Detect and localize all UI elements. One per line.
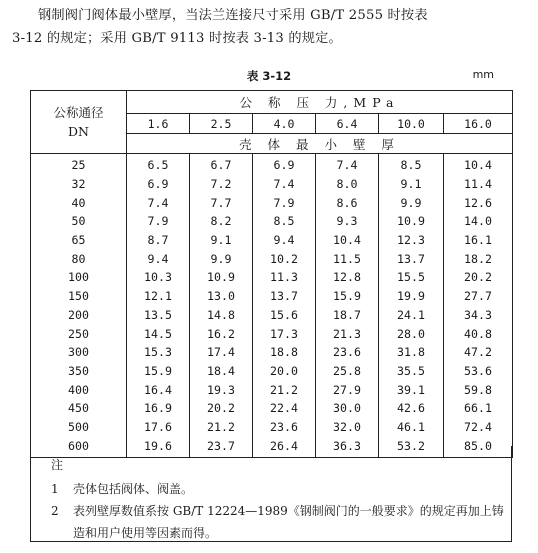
thickness-cell: 19.6 bbox=[127, 436, 190, 457]
thickness-cell: 42.6 bbox=[379, 399, 444, 418]
pressure-column-header: 2.5 bbox=[190, 114, 253, 134]
thickness-cell: 15.5 bbox=[379, 268, 444, 287]
dn-cell: 50 bbox=[31, 212, 127, 231]
thickness-cell: 15.9 bbox=[316, 287, 379, 306]
thickness-cell: 14.0 bbox=[444, 212, 513, 231]
thickness-cell: 85.0 bbox=[444, 436, 513, 457]
thickness-cell: 7.9 bbox=[253, 193, 316, 212]
thickness-cell: 21.2 bbox=[190, 418, 253, 437]
table-row bbox=[31, 175, 513, 194]
note-number: 2 bbox=[51, 504, 59, 518]
thickness-cell: 8.5 bbox=[379, 154, 444, 175]
thickness-cell: 6.5 bbox=[127, 154, 190, 175]
thickness-cell: 25.8 bbox=[316, 362, 379, 381]
pressure-column-header: 4.0 bbox=[253, 114, 316, 134]
thickness-cell: 10.2 bbox=[253, 249, 316, 268]
dn-header-line2: DN bbox=[68, 124, 89, 139]
thickness-cell: 14.8 bbox=[190, 306, 253, 325]
intro-paragraph bbox=[12, 4, 530, 50]
thickness-cell: 12.1 bbox=[127, 287, 190, 306]
thickness-cell: 13.7 bbox=[253, 287, 316, 306]
thickness-cell: 8.0 bbox=[316, 175, 379, 194]
thickness-cell: 19.9 bbox=[379, 287, 444, 306]
dn-cell: 150 bbox=[31, 287, 127, 306]
thickness-cell: 9.4 bbox=[253, 231, 316, 250]
thickness-cell: 31.8 bbox=[379, 343, 444, 362]
thickness-cell: 7.7 bbox=[190, 193, 253, 212]
thickness-cell: 59.8 bbox=[444, 380, 513, 399]
pressure-column-header: 1.6 bbox=[127, 114, 190, 134]
dn-cell: 350 bbox=[31, 362, 127, 381]
thickness-cell: 27.7 bbox=[444, 287, 513, 306]
thickness-cell: 17.3 bbox=[253, 324, 316, 343]
thickness-cell: 21.3 bbox=[316, 324, 379, 343]
thickness-cell: 13.5 bbox=[127, 306, 190, 325]
thickness-cell: 12.6 bbox=[444, 193, 513, 212]
thickness-cell: 47.2 bbox=[444, 343, 513, 362]
thickness-cell: 23.7 bbox=[190, 436, 253, 457]
thickness-cell: 16.4 bbox=[127, 380, 190, 399]
pressure-column-header: 10.0 bbox=[379, 114, 444, 134]
dn-cell: 32 bbox=[31, 175, 127, 194]
thickness-cell: 34.3 bbox=[444, 306, 513, 325]
thickness-cell: 11.4 bbox=[444, 175, 513, 194]
thickness-cell: 23.6 bbox=[316, 343, 379, 362]
dn-header-line1: 公称通径 bbox=[53, 105, 104, 120]
dn-cell: 500 bbox=[31, 418, 127, 437]
note-text: 壳体包括阀体、阀盖。 bbox=[73, 482, 194, 496]
thickness-cell: 7.2 bbox=[190, 175, 253, 194]
thickness-cell: 15.6 bbox=[253, 306, 316, 325]
thickness-cell: 9.9 bbox=[379, 193, 444, 212]
thickness-cell: 7.4 bbox=[127, 193, 190, 212]
thickness-cell: 8.7 bbox=[127, 231, 190, 250]
thickness-cell: 21.2 bbox=[253, 380, 316, 399]
thickness-cell: 46.1 bbox=[379, 418, 444, 437]
thickness-cell: 11.3 bbox=[253, 268, 316, 287]
table-row bbox=[31, 212, 513, 231]
table-row bbox=[31, 249, 513, 268]
table-row bbox=[31, 193, 513, 212]
intro-line-1: 钢制阀门阀体最小壁厚，当法兰连接尺寸采用 GB/T 2555 时按表 bbox=[38, 8, 428, 23]
thickness-cell: 30.0 bbox=[316, 399, 379, 418]
thickness-cell: 39.1 bbox=[379, 380, 444, 399]
thickness-cell: 18.4 bbox=[190, 362, 253, 381]
thickness-cell: 10.4 bbox=[316, 231, 379, 250]
thickness-cell: 20.2 bbox=[190, 399, 253, 418]
thickness-cell: 53.2 bbox=[379, 436, 444, 457]
thickness-cell: 17.4 bbox=[190, 343, 253, 362]
thickness-cell: 10.9 bbox=[190, 268, 253, 287]
thickness-cell: 8.2 bbox=[190, 212, 253, 231]
thickness-cell: 9.1 bbox=[379, 175, 444, 194]
thickness-cell: 15.3 bbox=[127, 343, 190, 362]
thickness-cell: 7.9 bbox=[127, 212, 190, 231]
thickness-cell: 53.6 bbox=[444, 362, 513, 381]
thickness-cell: 26.4 bbox=[253, 436, 316, 457]
thickness-cell: 9.3 bbox=[316, 212, 379, 231]
thickness-cell: 8.5 bbox=[253, 212, 316, 231]
thickness-cell: 16.9 bbox=[127, 399, 190, 418]
dn-cell: 600 bbox=[31, 436, 127, 457]
thickness-cell: 35.5 bbox=[379, 362, 444, 381]
thickness-cell: 72.4 bbox=[444, 418, 513, 437]
thickness-cell: 12.8 bbox=[316, 268, 379, 287]
thickness-cell: 11.5 bbox=[316, 249, 379, 268]
thickness-cell: 10.9 bbox=[379, 212, 444, 231]
thickness-cell: 10.3 bbox=[127, 268, 190, 287]
table-row bbox=[31, 287, 513, 306]
dn-cell: 40 bbox=[31, 193, 127, 212]
thickness-cell: 18.8 bbox=[253, 343, 316, 362]
table-row bbox=[31, 306, 513, 325]
dn-cell: 65 bbox=[31, 231, 127, 250]
thickness-cell: 17.6 bbox=[127, 418, 190, 437]
thickness-cell: 13.7 bbox=[379, 249, 444, 268]
thickness-cell: 27.9 bbox=[316, 380, 379, 399]
thickness-cell: 6.9 bbox=[253, 154, 316, 175]
dn-cell: 25 bbox=[31, 154, 127, 175]
thickness-cell: 6.9 bbox=[127, 175, 190, 194]
thickness-cell: 16.2 bbox=[190, 324, 253, 343]
thickness-cell: 24.1 bbox=[379, 306, 444, 325]
pressure-column-header: 6.4 bbox=[316, 114, 379, 134]
table-row bbox=[31, 324, 513, 343]
notes-section bbox=[30, 446, 512, 542]
dn-cell: 400 bbox=[31, 380, 127, 399]
thickness-cell: 9.4 bbox=[127, 249, 190, 268]
thickness-cell: 9.9 bbox=[190, 249, 253, 268]
pressure-header: 公 称 压 力,MPa bbox=[127, 91, 513, 114]
thickness-cell: 23.6 bbox=[253, 418, 316, 437]
table-caption-bar bbox=[0, 68, 538, 86]
note-text: 表列壁厚数值系按 GB/T 12224—1989《钢制阀门的一般要求》的规定再加上铸造和用户使用等因素而得。 bbox=[73, 504, 504, 540]
thickness-cell: 14.5 bbox=[127, 324, 190, 343]
thickness-cell: 8.6 bbox=[316, 193, 379, 212]
table-caption: 表 3-12 bbox=[246, 69, 292, 83]
thickness-cell: 40.8 bbox=[444, 324, 513, 343]
thickness-cell: 7.4 bbox=[253, 175, 316, 194]
dn-cell: 300 bbox=[31, 343, 127, 362]
thickness-cell: 32.0 bbox=[316, 418, 379, 437]
unit-label: mm bbox=[472, 68, 494, 81]
note-item bbox=[51, 478, 511, 500]
table-row bbox=[31, 343, 513, 362]
thickness-cell: 36.3 bbox=[316, 436, 379, 457]
table-row bbox=[31, 399, 513, 418]
thickness-cell: 18.7 bbox=[316, 306, 379, 325]
intro-line-2: 3-12 的规定；采用 GB/T 9113 时按表 3-13 的规定。 bbox=[12, 31, 342, 46]
dn-cell: 200 bbox=[31, 306, 127, 325]
thickness-cell: 20.2 bbox=[444, 268, 513, 287]
notes-title: 注 bbox=[51, 458, 64, 472]
wall-thickness-header: 壳 体 最 小 壁 厚 bbox=[127, 134, 513, 154]
wall-thickness-table bbox=[30, 90, 513, 458]
note-number: 1 bbox=[51, 482, 59, 496]
note-item bbox=[51, 500, 511, 544]
table-row bbox=[31, 231, 513, 250]
dn-cell: 80 bbox=[31, 249, 127, 268]
table-row bbox=[31, 154, 513, 175]
thickness-cell: 16.1 bbox=[444, 231, 513, 250]
thickness-cell: 9.1 bbox=[190, 231, 253, 250]
thickness-cell: 12.3 bbox=[379, 231, 444, 250]
table-row bbox=[31, 268, 513, 287]
thickness-cell: 15.9 bbox=[127, 362, 190, 381]
table-row bbox=[31, 380, 513, 399]
thickness-cell: 28.0 bbox=[379, 324, 444, 343]
thickness-cell: 6.7 bbox=[190, 154, 253, 175]
dn-cell: 450 bbox=[31, 399, 127, 418]
thickness-cell: 18.2 bbox=[444, 249, 513, 268]
table-row bbox=[31, 418, 513, 437]
dn-header bbox=[31, 91, 127, 154]
thickness-cell: 20.0 bbox=[253, 362, 316, 381]
thickness-cell: 19.3 bbox=[190, 380, 253, 399]
dn-cell: 100 bbox=[31, 268, 127, 287]
dn-cell: 250 bbox=[31, 324, 127, 343]
thickness-cell: 22.4 bbox=[253, 399, 316, 418]
thickness-cell: 13.0 bbox=[190, 287, 253, 306]
thickness-cell: 10.4 bbox=[444, 154, 513, 175]
pressure-column-header: 16.0 bbox=[444, 114, 513, 134]
thickness-cell: 66.1 bbox=[444, 399, 513, 418]
table-row bbox=[31, 362, 513, 381]
thickness-cell: 7.4 bbox=[316, 154, 379, 175]
